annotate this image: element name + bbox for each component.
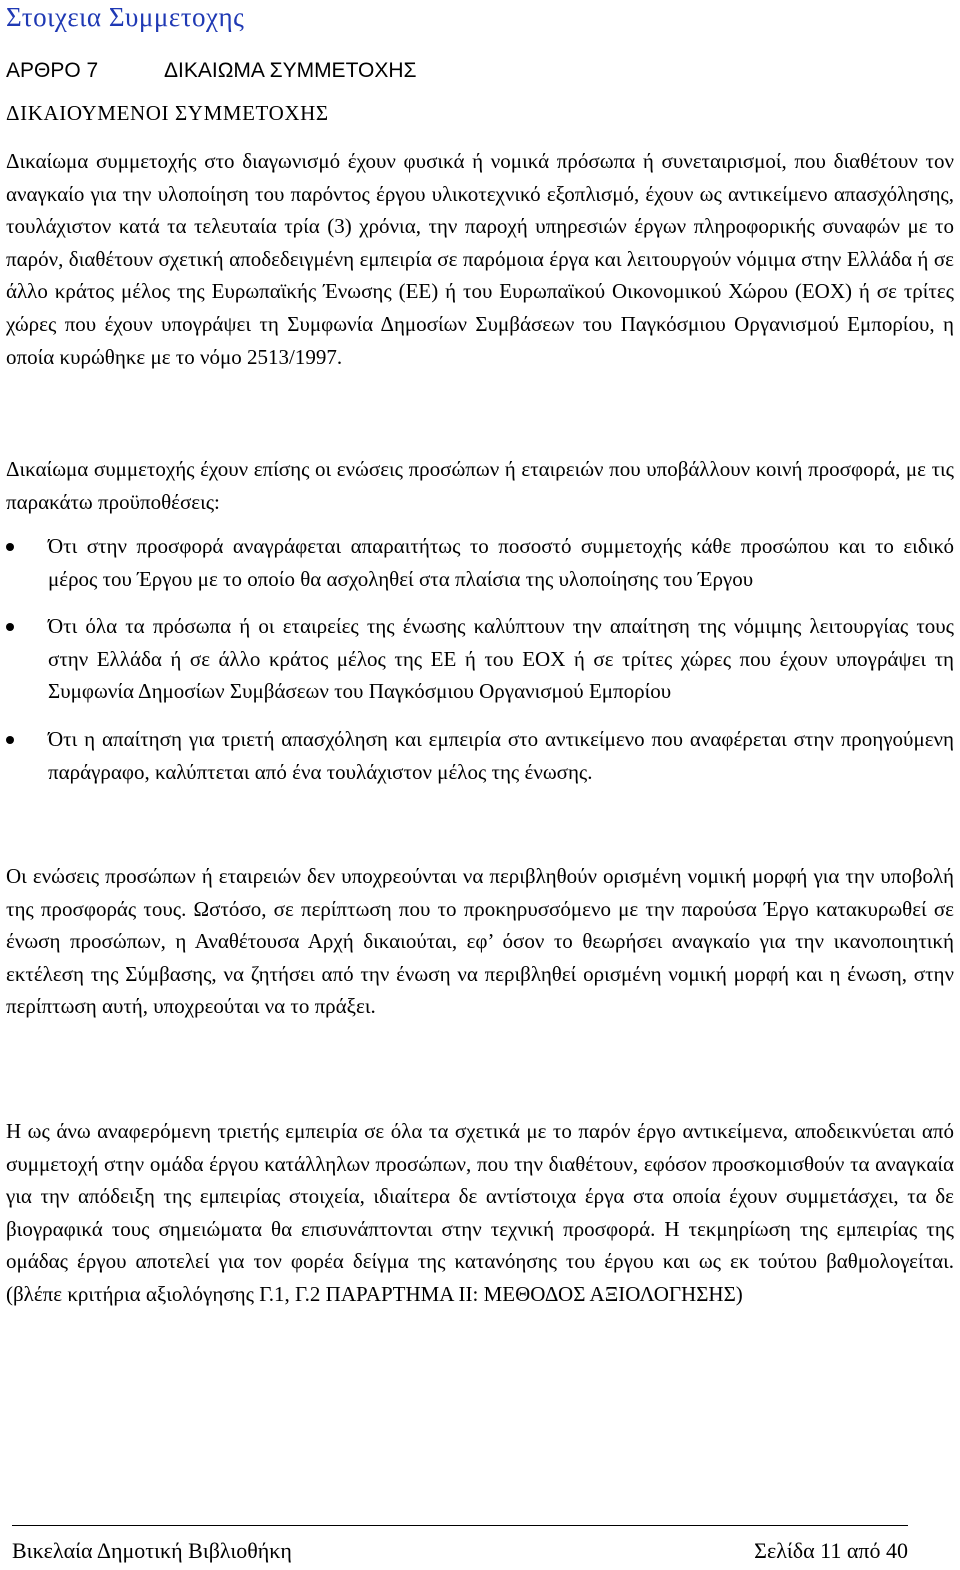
paragraph-eligibility: Δικαίωμα συμμετοχής στο διαγωνισμό έχουν φυσικά ή νομικά πρόσωπα ή συνεταιρισμοί, που διαθέτουν τον αναγκαίο για την υλοποίηση του παρόντος έργου υλικοτεχνικό εξοπλισμό, έχουν ως αντικείμενο απασχόλησης, τουλάχιστον κατά τα τελευταία τρία (3) χρόνια, την παροχή υπηρεσιών έργων πληροφορικής συναφών με το παρόν, διαθέτουν σχετική αποδεδειγμένη εμπειρία σε παρόμοια έργα και λειτουργούν νόμιμα στην Ελλάδα ή σε άλλο κράτος μέλος της Ευρωπαϊκής Ένωσης (ΕΕ) ή του Ευρωπαϊκού Οικονομικού Χώρου (ΕΟΧ) ή σε τρίτες χώρες που έχουν υπογράψει τη Συμφωνία Δημοσίων Συμβάσεων του Παγκόσμιου Οργανισμού Εμπορίου, η οποία κυρώθηκε με το νόμο 2513/1997.	[6, 149, 954, 369]
bullet-icon	[6, 623, 14, 631]
article-number: ΑΡΘΡΟ 7	[6, 59, 99, 82]
subheading: ΔΙΚΑΙΟΥΜΕΝΟΙ ΣΥΜΜΕΤΟΧΗΣ	[6, 101, 329, 125]
bullet-icon	[6, 736, 14, 744]
paragraph-experience: Η ως άνω αναφερόμενη τριετής εμπειρία σε όλα τα σχετικά με το παρόν έργο αντικείμενα, αποδεικνύεται από συμμετοχή στην ομάδα έργου κατάλληλων προσώπων, που την διαθέτουν, εφόσον προσκομισθούν τα αναγκαία για την απόδειξη της εμπειρίας στοιχεία, ιδιαίτερα δε αντίστοιχα έργα στα οποία έχουν συμμετάσχει, τα δε βιογραφικά τους σημειώματα θα επισυνάπτονται στην τεχνική προσφορά. Η τεκμηρίωση της εμπειρίας της ομάδας έργου αποτελεί για τον φορέα δείγμα της κατανόησης του έργου και ως εκ τούτου βαθμολογείται. (βλέπε κριτήρια αξιολόγησης Γ.1, Γ.2 ΠΑΡΑΡΤΗΜΑ ΙΙ: ΜΕΘΟΔΟΣ ΑΞΙΟΛΟΓΗΣΗΣ)	[6, 1119, 954, 1306]
bullet-icon	[6, 543, 14, 551]
list-item-text: Ότι όλα τα πρόσωπα ή οι εταιρείες της ένωσης καλύπτουν την απαίτηση της νόμιμης λειτουργίας τους στην Ελλάδα ή σε άλλο κράτος μέλος της ΕΕ ή του ΕΟΧ ή σε τρίτες χώρες που έχουν υπογράψει τη Συμφωνία Δημοσίων Συμβάσεων του Παγκόσμιου Οργανισμού Εμπορίου	[48, 614, 954, 704]
list-item	[6, 530, 954, 595]
conditions-list	[6, 530, 954, 788]
footer-library-name: Βικελαία Δημοτική Βιβλιοθήκη	[12, 1538, 292, 1563]
list-item-text: Ότι στην προσφορά αναγράφεται απαραιτήτως το ποσοστό συμμετοχής κάθε προσώπου και το ειδικό μέρος του Έργου με το οποίο θα ασχοληθεί στα πλαίσια της υλοποίησης του Έργου	[48, 534, 954, 591]
section-title: Στοιχεια Συμμετοχης	[6, 2, 245, 32]
list-item-text: Ότι η απαίτηση για τριετή απασχόληση και εμπειρία στο αντικείμενο που αναφέρεται στην προηγούμενη παράγραφο, καλύπτεται από ένα τουλάχιστον μέλος της ένωσης.	[48, 726, 954, 784]
paragraph-legal-form: Οι ενώσεις προσώπων ή εταιρειών δεν υποχρεούνται να περιβληθούν ορισμένη νομική μορφή για την υποβολή της προσφοράς τους. Ωστόσο, σε περίπτωση που το προκηρυσσόμενο με την παρούσα Έργο κατακυρωθεί σε ένωση προσώπων, η Αναθέτουσα Αρχή δικαιούται, εφ’ όσον το θεωρήσει αναγκαίο για την ικανοποιητική εκτέλεση της Σύμβασης, να ζητήσει από την ένωση να περιβληθεί ορισμένη νομική μορφή και η ένωση, στην περίπτωση αυτή, υποχρεούται να το πράξει.	[6, 864, 954, 1019]
list-item	[6, 723, 954, 788]
article-title: ΔΙΚΑΙΩΜΑ ΣΥΜΜΕΤΟΧΗΣ	[164, 59, 417, 82]
paragraph-joint-offer: Δικαίωμα συμμετοχής έχουν επίσης οι ενώσεις προσώπων ή εταιρειών που υποβάλλουν κοινή προσφορά, με τις παρακάτω προϋποθέσεις:	[6, 457, 954, 514]
page-footer	[12, 1525, 908, 1563]
list-item	[6, 610, 954, 708]
footer-page-number: Σελίδα 11 από 40	[754, 1538, 908, 1563]
